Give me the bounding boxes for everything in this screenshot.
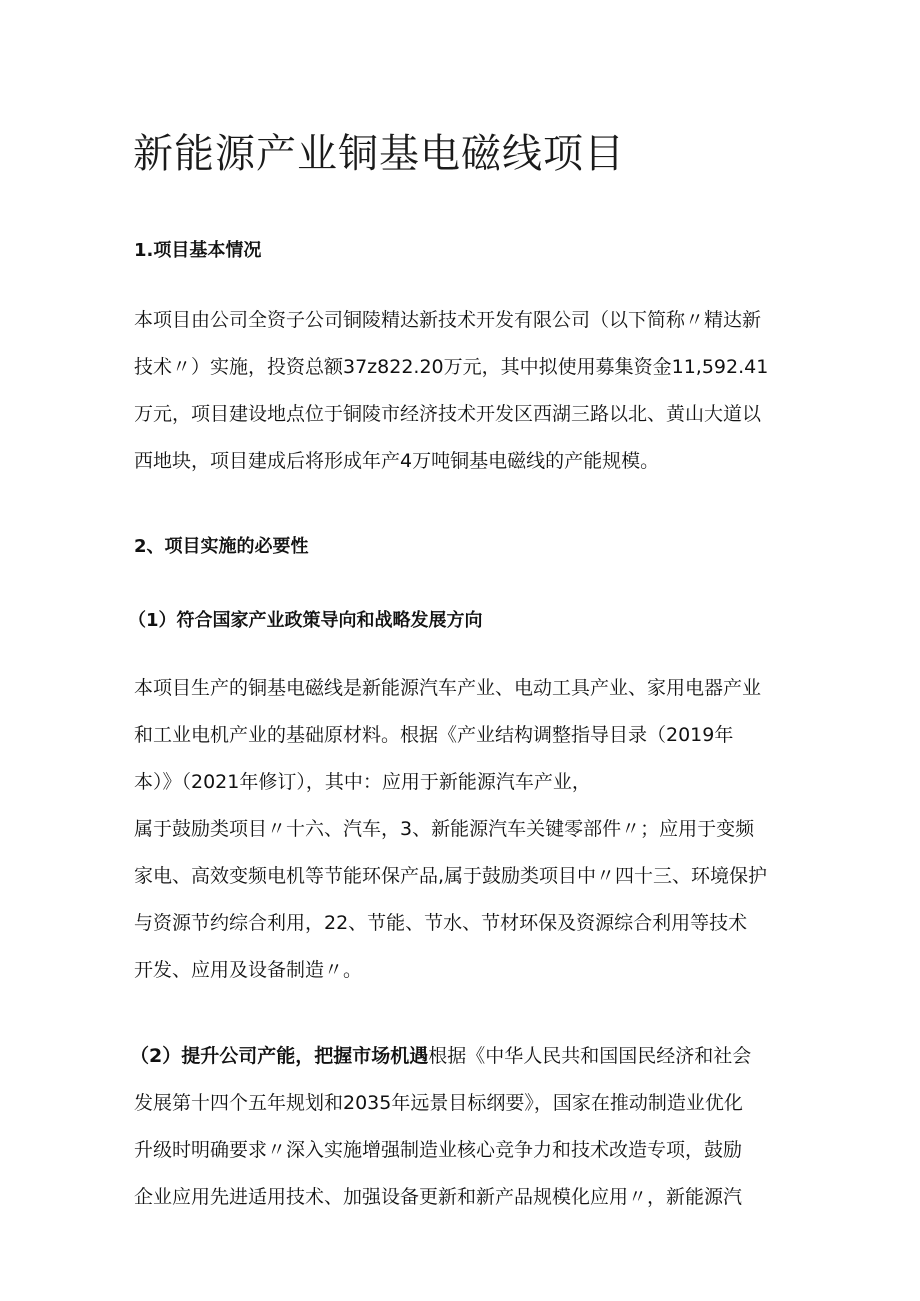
text-line: 本项目生产的铜基电磁线是新能源汽车产业、电动工具产业、家用电器产业: [134, 677, 762, 699]
text-line: 本项目由公司全资子公司铜陵精达新技术开发有限公司（以下简称〃精达新: [134, 309, 762, 331]
text-line: 家电、高效变频电机等节能环保产品,属于鼓励类项目中〃四十三、环境保护: [134, 865, 768, 887]
text-line: 本）》（2021年修订），其中：应用于新能源汽车产业，: [134, 771, 591, 793]
document-title: 新能源产业铜基电磁线项目: [133, 131, 625, 177]
subsection-heading-policy: （1）符合国家产业政策导向和战略发展方向: [128, 610, 483, 631]
text-line: 技术〃）实施，投资总额37z822.20万元，其中拟使用募集资金11,592.41: [134, 356, 769, 378]
paragraph-policy: [134, 665, 794, 994]
paragraph-basic-info: [134, 297, 794, 485]
text-line: 开发、应用及设备制造〃。: [134, 959, 363, 981]
subsection-heading-capacity: （2）提升公司产能，把握市场机遇: [130, 1045, 429, 1067]
text-line: 属于鼓励类项目〃十六、汽车，3、新能源汽车关键零部件〃；应用于变频: [134, 818, 755, 840]
text-line: 发展第十四个五年规划和2035年远景目标纲要》，国家在推动制造业优化: [134, 1092, 743, 1114]
text-line: 企业应用先进适用技术、加强设备更新和新产品规模化应用〃，新能源汽: [134, 1186, 743, 1208]
section-heading-necessity: 2、项目实施的必要性: [134, 536, 309, 557]
paragraph-capacity: [130, 1033, 790, 1221]
section-heading-basic-info: 1.项目基本情况: [134, 240, 262, 261]
text-line: 与资源节约综合利用，22、节能、节水、节材环保及资源综合利用等技术: [134, 912, 748, 934]
text-line: 万元，项目建设地点位于铜陵市经济技术开发区西湖三路以北、黄山大道以: [134, 403, 762, 425]
text-line: [130, 1033, 790, 1080]
text-line: 和工业电机产业的基础原材料。根据《产业结构调整指导目录（2019年: [134, 724, 734, 746]
inline-text: 根据《中华人民共和国国民经济和社会: [428, 1045, 752, 1067]
text-line: 西地块，项目建成后将形成年产4万吨铜基电磁线的产能规模。: [134, 450, 660, 472]
text-line: 升级时明确要求〃深入实施增强制造业核心竞争力和技术改造专项，鼓励: [134, 1139, 743, 1161]
